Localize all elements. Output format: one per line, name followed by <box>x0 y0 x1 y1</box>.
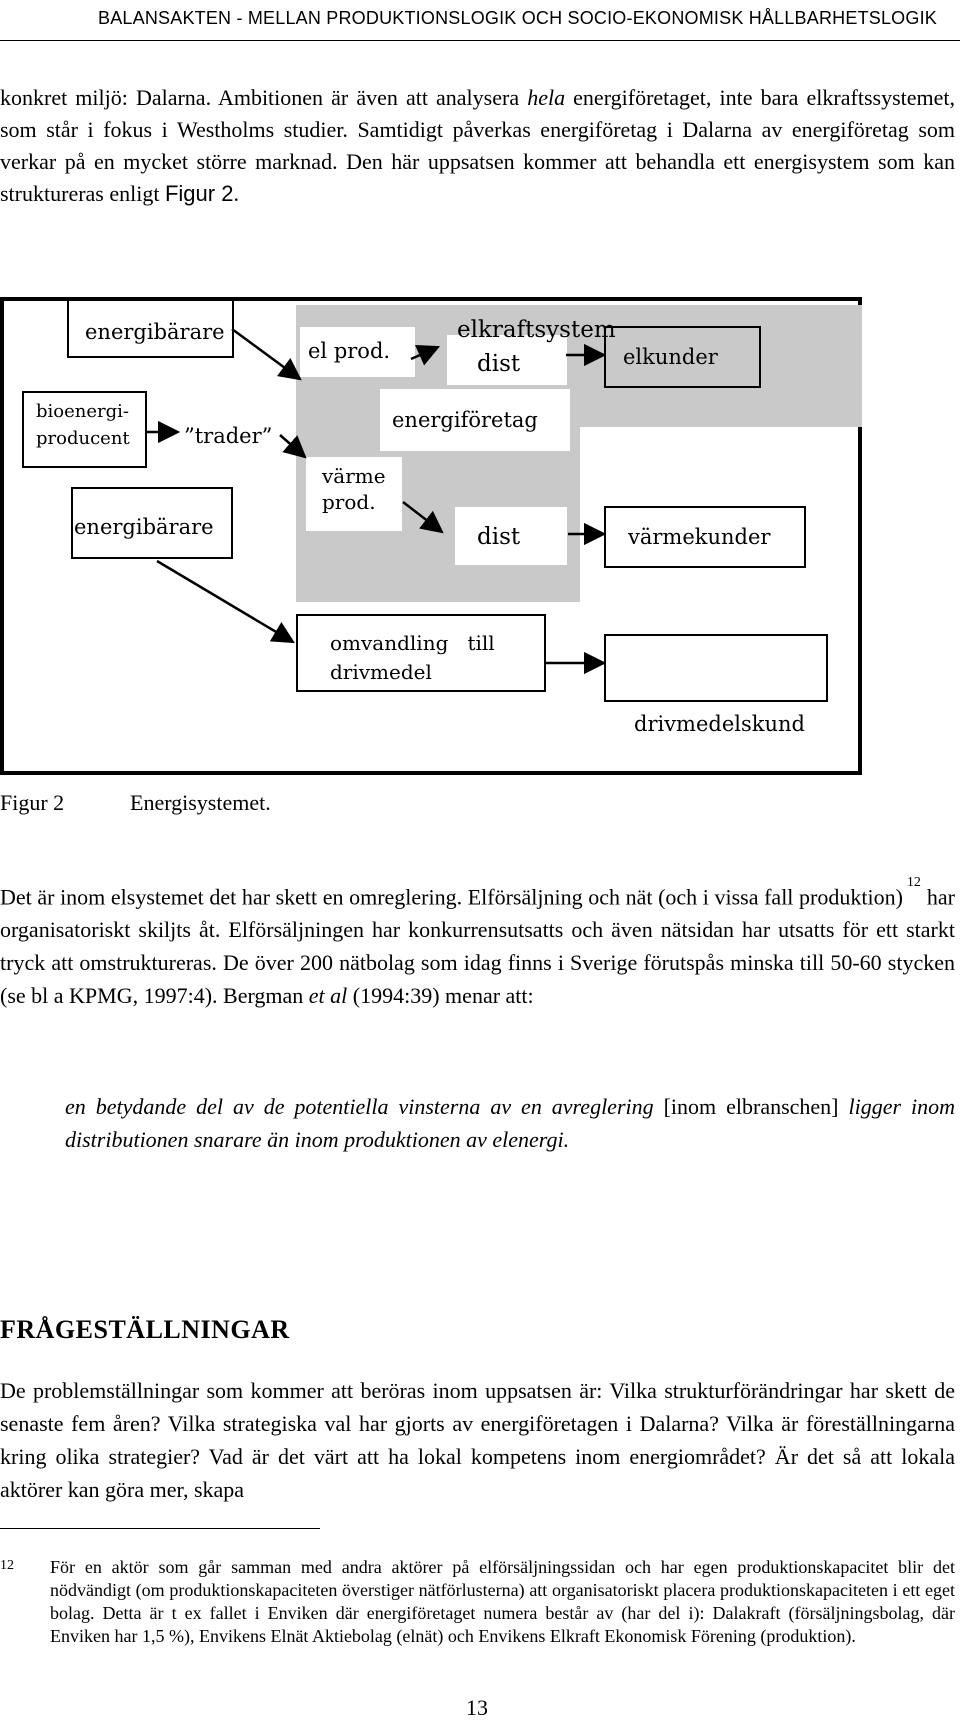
label-dist-el: dist <box>477 351 521 377</box>
footnote-rule <box>0 1528 320 1529</box>
label-elkunder: elkunder <box>623 345 718 369</box>
quote-part-2: ligger inom distributionen snarare än inom produktionen av elenergi. <box>65 1094 955 1152</box>
page-number: 13 <box>466 1695 488 1720</box>
block-quote <box>65 1090 955 1156</box>
dereg-emphasis: et al <box>308 983 348 1009</box>
label-omvandling-line1: omvandling till <box>330 631 495 655</box>
energy-system-diagram <box>0 297 870 787</box>
label-dist-varme: dist <box>477 524 521 550</box>
label-trader: ”trader” <box>184 424 273 448</box>
label-energiforetag: energiföretag <box>392 408 538 432</box>
label-varme-line1: värme <box>322 464 386 488</box>
label-el-prod: el prod. <box>308 339 391 363</box>
label-bioenergi-line1: bioenergi- <box>36 401 129 422</box>
label-energibarare-bottom: energibärare <box>74 515 214 539</box>
label-bioenergi-line2: producent <box>36 428 130 449</box>
dereg-text-1: Det är inom elsystemet det har skett en omreglering. Elförsäljning och nät (och i vissa fall produktion) <box>0 884 903 910</box>
header-rule <box>0 40 960 41</box>
intro-emphasis: hela <box>527 85 566 110</box>
label-elkraftsystem: elkraftsystem <box>457 317 616 343</box>
label-omvandling-line2: drivmedel <box>330 660 432 684</box>
label-varme-line2: prod. <box>322 490 376 514</box>
running-header: BALANSAKTEN - MELLAN PRODUKTIONSLOGIK OCH SOCIO-EKONOMISK HÅLLBARHETSLOGIK <box>98 8 937 28</box>
figure-caption-text: Energisystemet. <box>130 790 271 815</box>
footnote-reference[interactable]: 12 <box>906 875 921 890</box>
intro-text-1: konkret miljö: Dalarna. Ambitionen är även att analysera <box>0 85 528 110</box>
quote-part-1: en betydande del av de potentiella vinsterna av en avreglering <box>65 1094 654 1119</box>
intro-paragraph <box>0 82 955 210</box>
dereg-text-2: har organisatoriskt skiljts åt. Elförsäljningen har konkurrensutsatts och även nätsidan har utsatts för ett starkt tryck att omstruktureras. De över 200 nätbolag som idag finns i Sverige förutspås minska till 50-60 stycken (se bl a KPMG, 1997:4). Bergman <box>0 884 955 1009</box>
figure-reference: Figur 2 <box>164 181 234 206</box>
drivmedelskund-box <box>605 635 827 701</box>
arrow-energibarare-to-omvandling <box>157 561 293 642</box>
intro-text-2: energiföretaget, inte bara elkraftssystemet, som står i fokus i Westholms studier. Samtidigt påverkas energiföretag i Dalarna av energiföretag som verkar på en mycket större marknad. Den här uppsatsen kommer att behandla ett energisystem som kan struktureras enligt <box>0 85 955 206</box>
label-drivmedelskund: drivmedelskund <box>634 712 805 736</box>
section-heading: FRÅGESTÄLLNINGAR <box>0 1315 290 1344</box>
deregulation-paragraph <box>0 876 955 1012</box>
quote-insertion: [inom elbranschen] <box>653 1094 849 1119</box>
footnote-text: För en aktör som går samman med andra aktörer på elförsäljningssidan och har egen produktionskapacitet blir det nödvändigt (om produktionskapaciteten överstiger nätförlusterna) att organisatoriskt placera produktionskapaciteten i ett eget bolag. Detta är t ex fallet i Enviken där energiföretaget numera består av (har del i): Dalakraft (försäljningsbolag, där Enviken har 1,5 %), Envikens Elnät Aktiebolag (elnät) och Envikens Elkraft Ekonomisk Förening (produktion). <box>50 1557 955 1646</box>
label-varmekunder: värmekunder <box>628 525 771 549</box>
questions-paragraph: De problemställningar som kommer att beröras inom uppsatsen är: Vilka strukturförändringar har skett de senaste fem åren? Vilka strategiska val har gjorts av energiföretagen i Dalarna? Vilka är föreställningarna kring olika strategier? Vad är det värt att ha lokal kompetens inom energiområdet? Är det så att lokala aktörer kan göra mer, skapa <box>0 1378 955 1502</box>
footnote-number: 12 <box>0 1558 14 1573</box>
label-energibarare-top: energibärare <box>85 320 225 344</box>
arrow-energibarare-to-elprod <box>232 329 300 379</box>
dereg-text-3: (1994:39) menar att: <box>347 983 534 1009</box>
intro-text-3: . <box>233 181 239 206</box>
figure-caption-number: Figur 2 <box>0 790 65 815</box>
